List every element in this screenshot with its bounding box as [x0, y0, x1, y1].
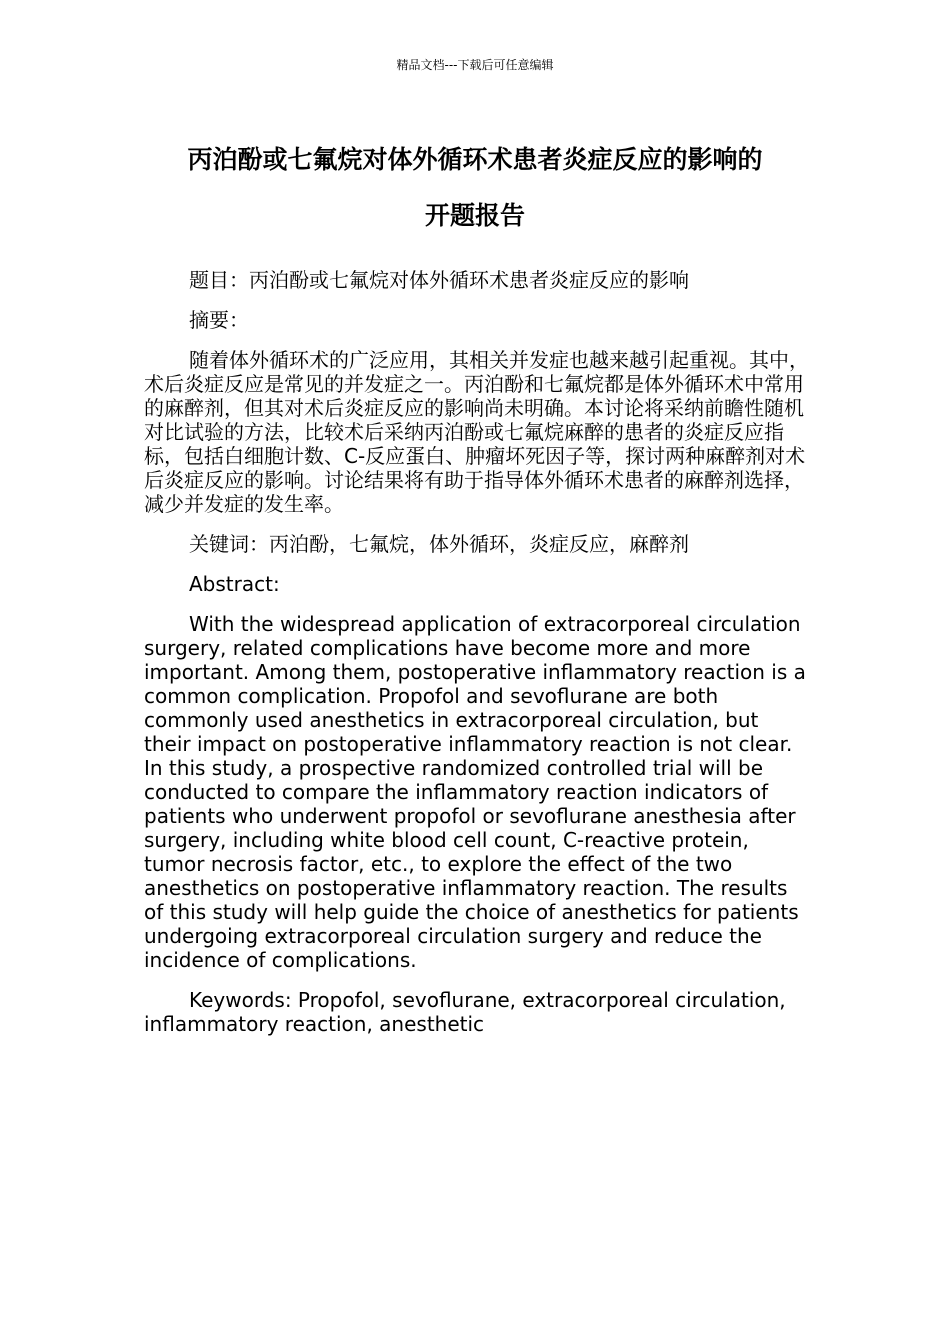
document-body [144, 268, 809, 1036]
page-header-note: 精品文档---下载后可任意编辑 [396, 58, 554, 72]
abstract-body-cn: 随着体外循环术的广泛应用，其相关并发症也越来越引起重视。其中，术后炎症反应是常见的并发症之一。丙泊酚和七氟烷都是体外循环术中常用的麻醉剂，但其对术后炎症反应的影响尚未明确。本讨论将采纳前瞻性随机对比试验的方法，比较术后采纳丙泊酚或七氟烷麻醉的患者的炎症反应指标，包括白细胞计数、C-反应蛋白、肿瘤坏死因子等，探讨两种麻醉剂对术后炎症反应的影响。讨论结果将有助于指导体外循环术患者的麻醉剂选择，减少并发症的发生率。 [144, 348, 809, 516]
keywords-cn: 关键词：丙泊酚，七氟烷，体外循环，炎症反应，麻醉剂 [189, 532, 689, 556]
title-line-1: 丙泊酚或七氟烷对体外循环术患者炎症反应的影响的 [187, 145, 763, 174]
abstract-heading-en: Abstract: [189, 572, 280, 596]
keywords-en: Keywords: Propofol, sevoflurane, extracorporeal circulation, inflammatory reaction, anesthetic [144, 988, 786, 1036]
abstract-body-en: With the widespread application of extracorporeal circulation surgery, related complications have become more and more important. Among them, postoperative inflammatory reaction is a common complication. Propofol and sevoflurane are both commonly used anesthetics in extracorporeal circulation, but their impact on postoperative inflammatory reaction is not clear. In this study, a prospective randomized controlled trial will be conducted to compare the inflammatory reaction indicators of patients who underwent propofol or sevoflurane anesthesia after surgery, including white blood cell count, C-reactive protein, tumor necrosis factor, etc., to explore the effect of the two anesthetics on postoperative inflammatory reaction. The results of this study will help guide the choice of anesthetics for patients undergoing extracorporeal circulation surgery and reduce the incidence of complications. [144, 612, 806, 972]
topic-line: 题目：丙泊酚或七氟烷对体外循环术患者炎症反应的影响 [189, 268, 689, 292]
abstract-heading-cn: 摘要： [189, 308, 249, 332]
title-line-2: 开题报告 [424, 201, 525, 230]
document-title [140, 132, 810, 244]
